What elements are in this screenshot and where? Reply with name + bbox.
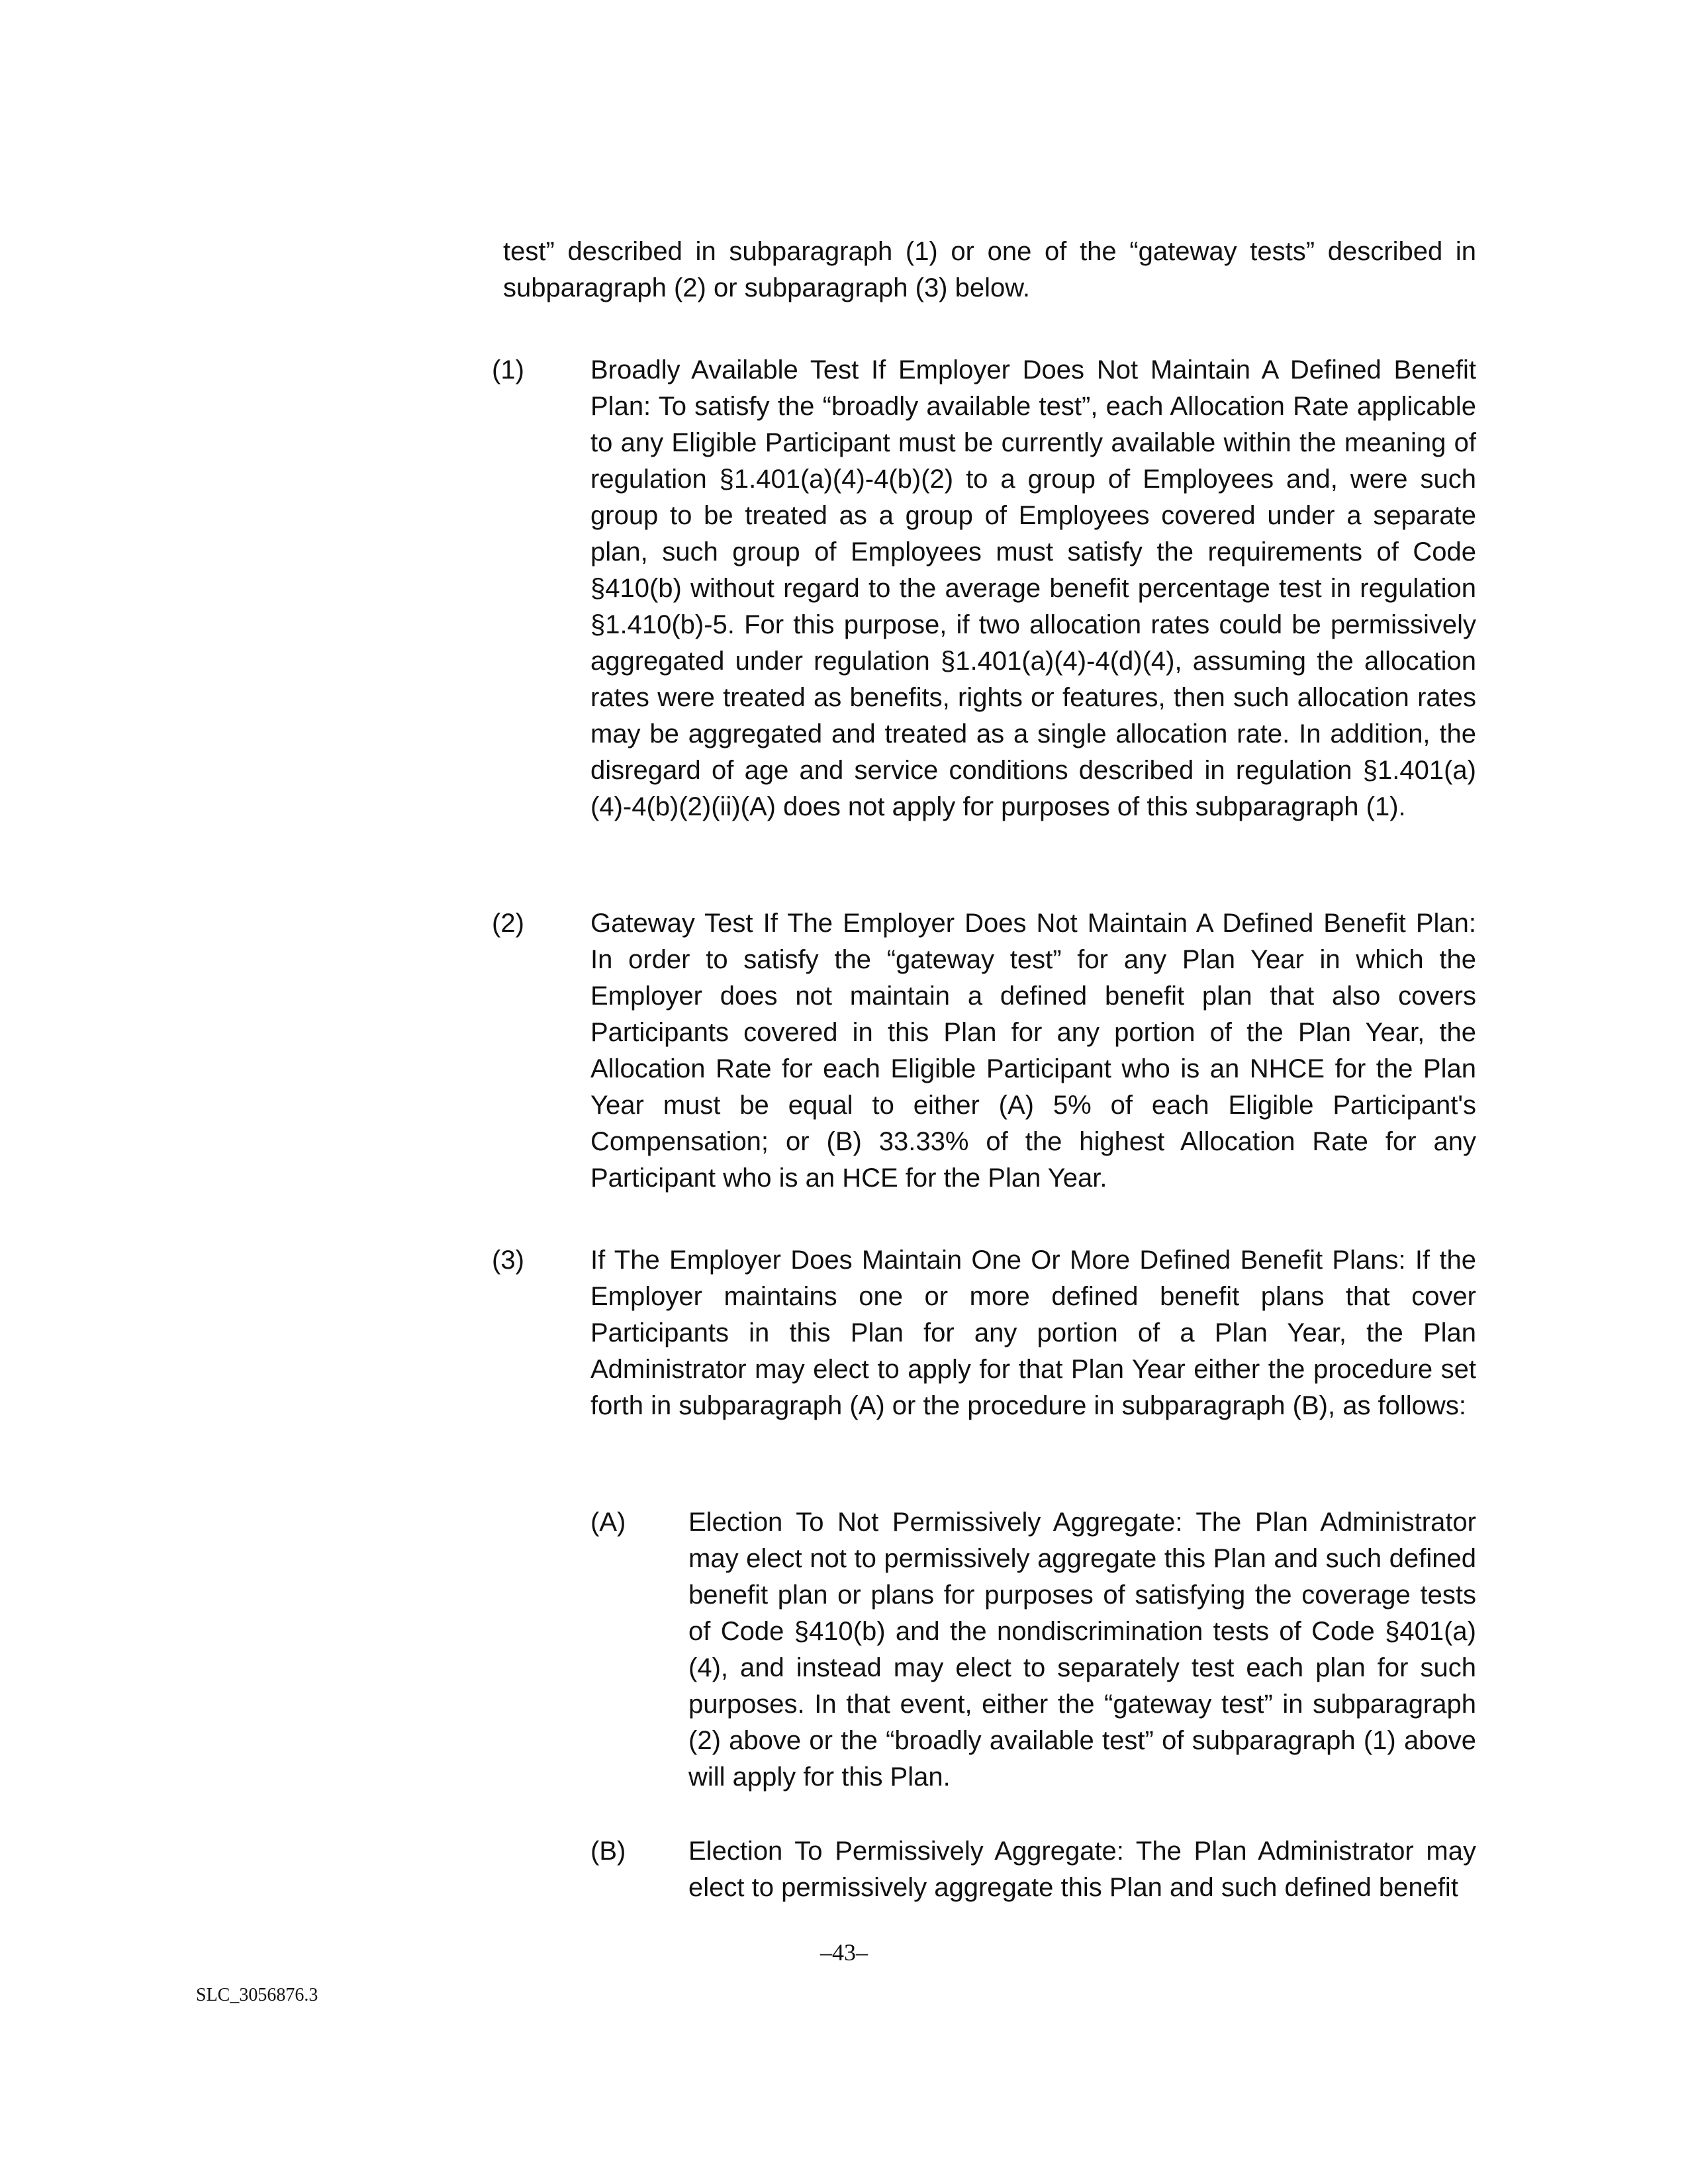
subitem-a-number: (A) [590,1508,626,1537]
item-3-number: (3) [492,1246,524,1275]
page-number: –43– [820,1939,868,1966]
subitem-a-text: Election To Not Permissively Aggregate: The Plan Administrator may elect not to permissively aggregate this Plan and such defined benefit plan or plans for purposes of satisfying the coverage tests of Code §410(b) and the nondiscrimination tests of Code §401(a)(4), and instead may elect to separately test each plan for such purposes. In that event, either the “gateway test” in subparagraph (2) above or the “broadly available test” of subparagraph (1) above will apply for this Plan. [688,1508,1476,1792]
item-1-text: Broadly Available Test If Employer Does Not Maintain A Defined Benefit Plan: To satisfy the “broadly available test”, each Allocation Rate applicable to any Eligible Participant must be currently available within the meaning of regulation §1.401(a)(4)-4(b)(2) to a group of Employees and, were such group to be treated as a group of Employees covered under a separate plan, such group of Employees must satisfy the requirements of Code §410(b) without regard to the average benefit percentage test in regulation §1.410(b)-5. For this purpose, if two allocation rates could be permissively aggregated under regulation §1.401(a)(4)-4(d)(4), assuming the allocation rates were treated as benefits, rights or features, then such allocation rates may be aggregated and treated as a single allocation rate. In addition, the disregard of age and service conditions described in regulation §1.401(a)(4)-4(b)(2)(ii)(A) does not apply for purposes of this subparagraph (1). [590,355,1476,821]
item-2-text: Gateway Test If The Employer Does Not Maintain A Defined Benefit Plan: In order to satisfy the “gateway test” for any Plan Year in which the Employer does not maintain a defined benefit plan that also covers Participants covered in this Plan for any portion of the Plan Year, the Allocation Rate for each Eligible Participant who is an NHCE for the Plan Year must be equal to either (A) 5% of each Eligible Participant's Compensation; or (B) 33.33% of the highest Allocation Rate for any Participant who is an HCE for the Plan Year. [590,909,1476,1193]
subitem-b-text: Election To Permissively Aggregate: The Plan Administrator may elect to permissively aggregate this Plan and such defined benefit [688,1837,1476,1902]
document-id: SLC_3056876.3 [196,1985,318,2005]
item-2-number: (2) [492,909,524,938]
intro-paragraph: test” described in subparagraph (1) or one of the “gateway tests” described in subparagraph (2) or subparagraph (3) below. [503,237,1476,302]
item-3-text: If The Employer Does Maintain One Or More Defined Benefit Plans: If the Employer maintains one or more defined benefit plans that cover Participants in this Plan for any portion of a Plan Year, the Plan Administrator may elect to apply for that Plan Year either the procedure set forth in subparagraph (A) or the procedure in subparagraph (B), as follows: [590,1246,1476,1420]
item-1-number: (1) [492,355,524,385]
subitem-b-number: (B) [590,1837,626,1866]
